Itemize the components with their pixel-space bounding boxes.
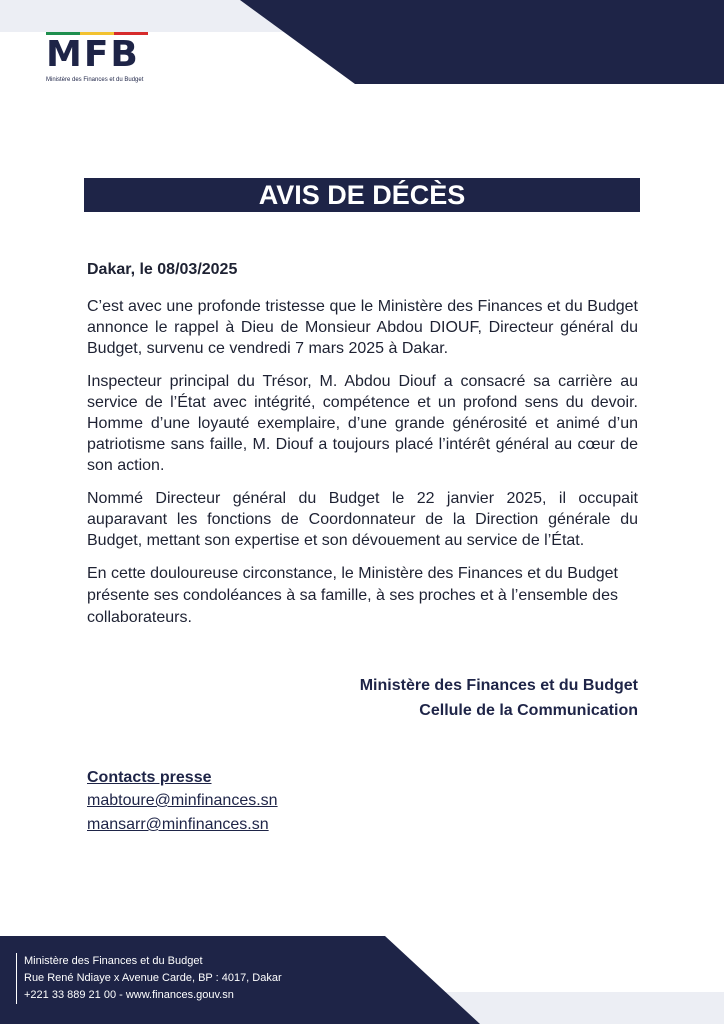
footer-street: Rue René Ndiaye x Avenue Carde, BP : 4017, Dakar — [24, 972, 282, 984]
footer-address — [16, 953, 282, 1004]
notice-body — [87, 258, 638, 641]
paragraph-career: Inspecteur principal du Trésor, M. Abdou Diouf a consacré sa carrière au service de l’État avec intégrité, compétence et un profond sens du devoir. Homme d’une loyauté exemplaire, d’une grande générosité et animé d’un patriotisme sans faille, M. Diouf a toujours placé l’intérêt général au cœur de son action. — [87, 373, 638, 474]
signature-ministry: Ministère des Finances et du Budget — [359, 677, 638, 694]
logo-text: MFB — [46, 34, 140, 75]
contact-email-2[interactable]: mansarr@minfinances.sn — [87, 816, 269, 833]
footer-phone-website: +221 33 889 21 00 - www.finances.gouv.sn — [24, 989, 234, 1001]
press-contacts — [87, 767, 278, 837]
footer-ministry: Ministère des Finances et du Budget — [24, 955, 203, 967]
logo-subtitle: Ministère des Finances et du Budget — [46, 77, 144, 83]
paragraph-announcement: C’est avec une profonde tristesse que le Ministère des Finances et du Budget annonce le rappel à Dieu de Monsieur Abdou DIOUF, Directeur général du Budget, survenu ce vendredi 7 mars 2025 à Dakar. — [87, 298, 638, 357]
press-contacts-title: Contacts presse — [87, 769, 212, 786]
header-navy-shape — [240, 0, 724, 84]
ministry-logo — [46, 32, 156, 83]
paragraph-condolences: En cette douloureuse circonstance, le Ministère des Finances et du Budget présente ses condoléances à sa famille, à ses proches et à l’ensemble des collaborateurs. — [87, 565, 618, 626]
signature-unit: Cellule de la Communication — [419, 702, 638, 719]
date-line: Dakar, le 08/03/2025 — [87, 261, 238, 278]
contact-email-1[interactable]: mabtoure@minfinances.sn — [87, 792, 278, 809]
paragraph-appointment: Nommé Directeur général du Budget le 22 janvier 2025, il occupait auparavant les fonctions de Coordonnateur de la Direction générale du Budget, mettant son expertise et son dévouement au service de l’État. — [87, 490, 638, 549]
notice-title: AVIS DE DÉCÈS — [84, 178, 640, 212]
signature-block — [360, 673, 638, 723]
